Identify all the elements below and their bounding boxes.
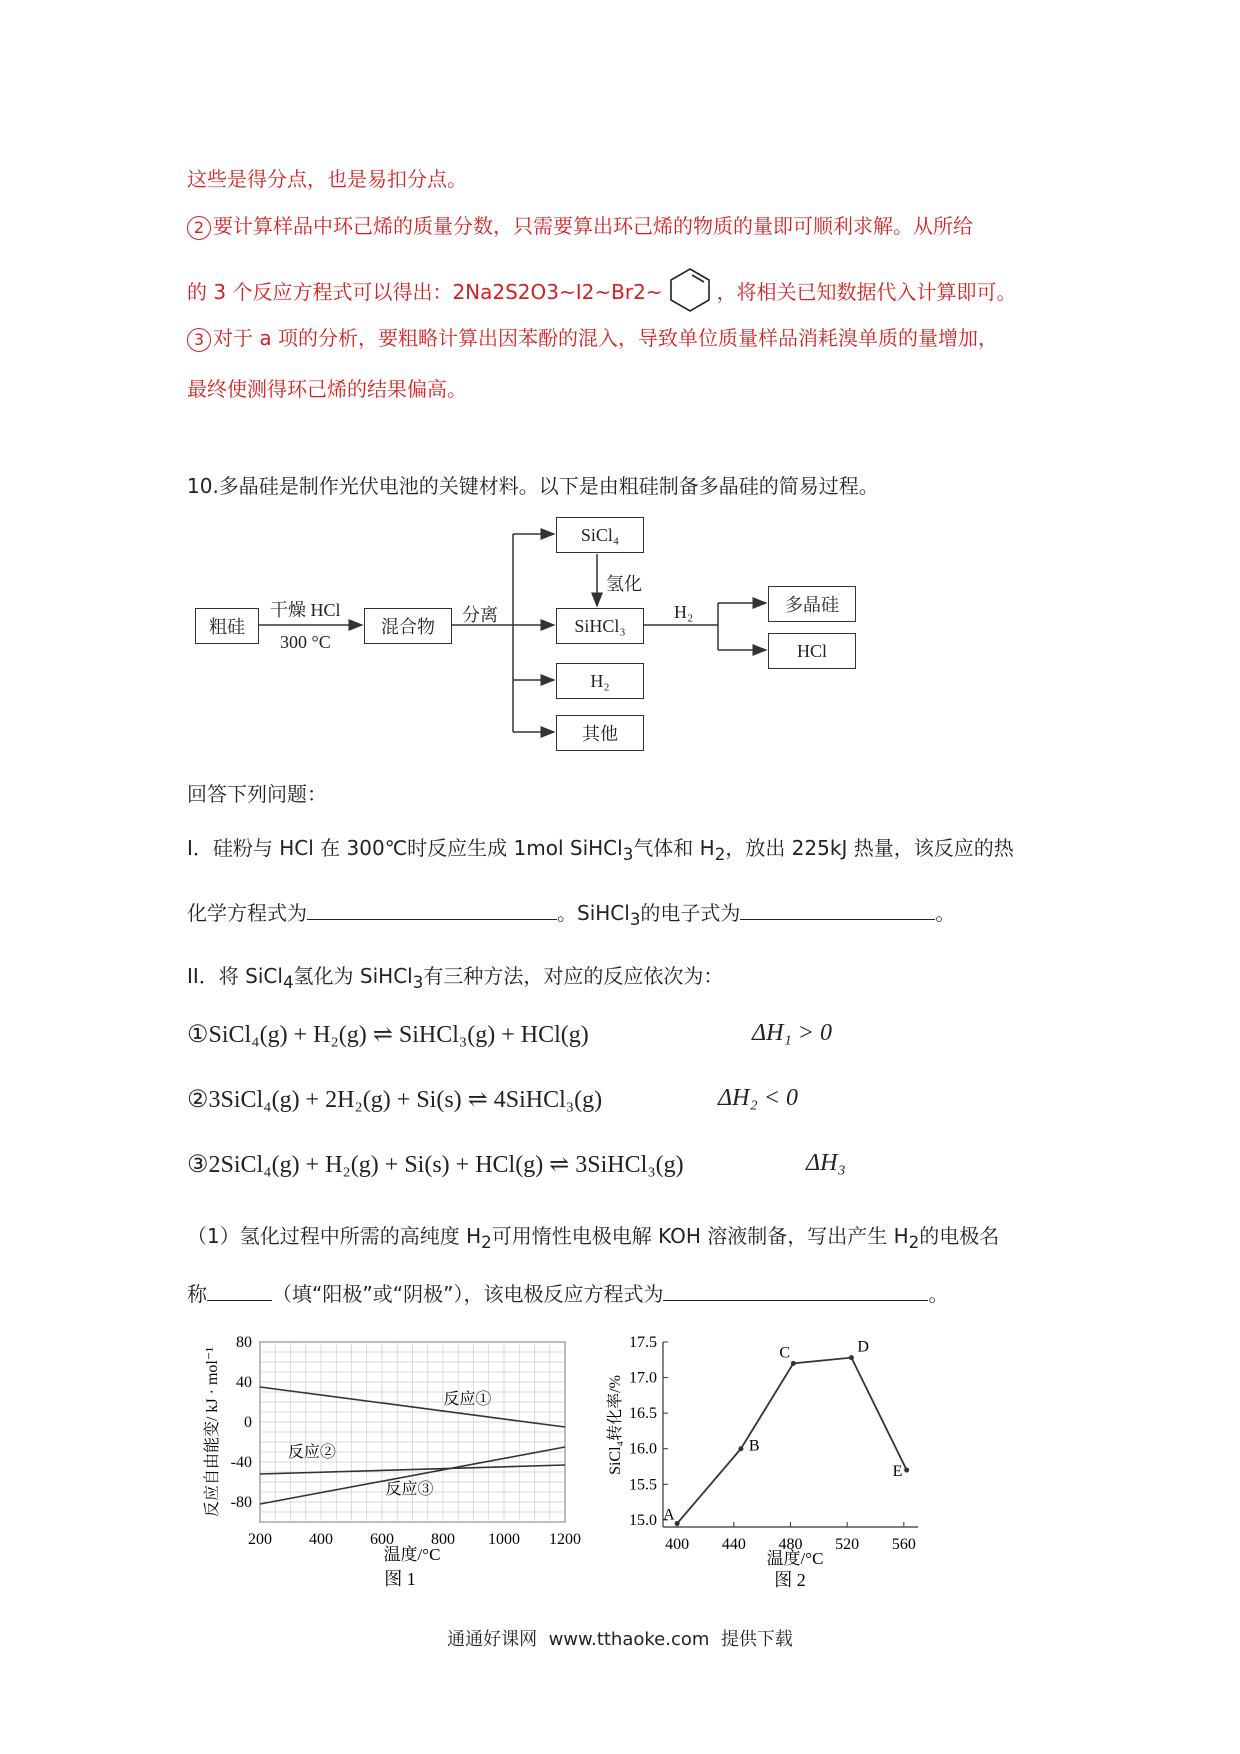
y-tick-label: 16.5	[629, 1405, 657, 1423]
part-i-text-g: 。	[935, 901, 956, 925]
y-axis-label: 反应自由能变/ kJ · mol⁻¹	[204, 1346, 221, 1518]
analysis-point-2-cont-post: ，将相关已知数据代入计算即可。	[716, 279, 1017, 304]
q1-text-e: （填“阳极”或“阴极”），该电极反应方程式为	[272, 1282, 664, 1306]
part-i-text-d: 化学方程式为	[187, 901, 307, 925]
part-ii-text-b: 氢化为 SiHCl	[293, 964, 413, 988]
point-label: A	[663, 1506, 675, 1524]
y-tick-label: 40	[236, 1374, 252, 1391]
answer-blank-electron-formula[interactable]	[740, 899, 935, 920]
box-other: 其他	[556, 715, 644, 751]
y-tick-label: -40	[230, 1454, 252, 1471]
analysis-point-2-text: 要计算样品中环己烯的质量分数，只需要算出环己烯的物质的量即可顺利求解。从所给	[213, 214, 973, 238]
part-i-text-c: ，放出 225kJ 热量，该反应的热	[725, 836, 1014, 860]
y-axis-label: SiCl₄转化率/%	[607, 1375, 624, 1475]
point-label: B	[748, 1437, 760, 1455]
q1-text-b: 可用惰性电极电解 KOH 溶液制备，写出产生 H	[491, 1224, 909, 1248]
x-tick-label: 440	[721, 1536, 746, 1553]
sub-question-1-cont	[187, 1278, 948, 1307]
x-tick-label: 400	[665, 1536, 690, 1553]
series-label: 反应①	[443, 1391, 492, 1408]
conversion-line	[677, 1358, 906, 1524]
part-i-line-2: 化学方程式为 。SiHCl$_3$的电子式为 。	[187, 901, 956, 929]
figure-1-caption: 图 1	[384, 1569, 416, 1589]
point-label: C	[779, 1344, 791, 1362]
part-i-line-1: I．硅粉与 HCl 在 300℃时反应生成 1mol SiHCl$_3$气体和 $H_2$，放出 225kJ 热量，该反应的热	[187, 836, 1014, 864]
analysis-point-2	[187, 210, 973, 240]
y-tick-label: 17.5	[629, 1334, 657, 1351]
x-tick-label: 400	[309, 1531, 333, 1548]
analysis-line-1: 这些是得分点，也是易扣分点。	[187, 167, 467, 191]
x-tick-label: 200	[248, 1531, 272, 1548]
circled-number: 2	[187, 216, 211, 240]
x-axis-label: 温度/°C	[766, 1549, 824, 1568]
y-tick-label: 80	[236, 1334, 252, 1351]
x-tick-label: 600	[370, 1531, 394, 1548]
series-label: 反应③	[385, 1481, 434, 1498]
part-i-text-a: I．硅粉与 HCl 在 300℃时反应生成 1mol SiHCl	[187, 836, 623, 860]
x-axis-label: 温度/°C	[383, 1545, 441, 1564]
data-point	[904, 1468, 909, 1473]
box-sihcl3: SiHCl₃	[556, 608, 644, 644]
question-title: 10.多晶硅是制作光伏电池的关键材料。以下是由粗硅制备多晶硅的简易过程。	[187, 474, 879, 498]
reaction-3: ③2SiCl₄(g) + H₂(g) + Si(s) + HCl(g) ⇌ 3SiHCl₃(g)	[187, 1152, 684, 1178]
q1-text-d: 称	[187, 1282, 207, 1306]
process-flow-diagram	[190, 510, 890, 755]
y-tick-label: 17.0	[629, 1369, 657, 1387]
part-i-text-f: 的电子式为	[640, 901, 741, 925]
part-ii-text-a: II．将 SiCl	[187, 964, 283, 988]
reaction-2-enthalpy: ΔH₂ < 0	[718, 1085, 798, 1111]
x-tick-label: 1000	[488, 1531, 520, 1548]
point-label: D	[857, 1338, 869, 1356]
analysis-point-3-text: 对于 a 项的分析，要粗略计算出因苯酚的混入，导致单位质量样品消耗溴单质的量增加，	[213, 326, 998, 350]
part-i-text-e: 。SiHCl	[557, 901, 630, 925]
y-tick-label: 0	[244, 1414, 252, 1431]
q1-text-a: （1）氢化过程中所需的高纯度 H	[187, 1224, 482, 1248]
part-ii-intro: II．将 SiCl$_4$氢化为 SiHCl$_3$有三种方法，对应的反应依次为：	[187, 964, 724, 992]
data-point	[791, 1361, 796, 1366]
y-tick-label: 16.0	[629, 1440, 657, 1458]
answer-blank-electrode-equation[interactable]	[663, 1280, 928, 1301]
analysis-point-2-cont-pre: 的 3 个反应方程式可以得出：2Na2S2O3~I2~Br2~	[187, 279, 663, 304]
y-tick-label: -80	[230, 1494, 252, 1511]
part-ii-text-c: 有三种方法，对应的反应依次为：	[423, 964, 724, 988]
data-point	[675, 1521, 680, 1526]
q1-text-c: 的电极名	[919, 1224, 1000, 1248]
series-label: 反应②	[287, 1444, 336, 1461]
reaction-3-enthalpy: ΔH₃	[806, 1150, 846, 1176]
figure-2-caption: 图 2	[774, 1570, 806, 1590]
label-h2-reagent: H₂	[674, 602, 694, 622]
reaction-2: ②3SiCl₄(g) + 2H₂(g) + Si(s) ⇌ 4SiHCl₃(g)	[187, 1087, 603, 1113]
box-hcl: HCl	[768, 633, 856, 669]
y-tick-label: 15.5	[629, 1476, 657, 1494]
box-mixture: 混合物	[364, 608, 452, 644]
answer-blank-thermo-equation[interactable]	[307, 899, 557, 920]
analysis-point-3-cont: 最终使测得环己烯的结果偏高。	[187, 377, 467, 401]
cyclohexene-structure-icon	[667, 266, 713, 314]
label-hydrogenation: 氢化	[606, 574, 642, 594]
box-polysilicon: 多晶硅	[768, 586, 856, 622]
data-point	[738, 1446, 743, 1451]
point-label: E	[892, 1463, 903, 1481]
cond-dry-hcl: 干燥 HCl	[270, 600, 341, 620]
x-tick-label: 560	[891, 1536, 916, 1553]
reaction-1-enthalpy: ΔH₁ > 0	[752, 1020, 832, 1046]
x-tick-label: 480	[778, 1536, 803, 1553]
reaction-1: ①SiCl₄(g) + H₂(g) ⇌ SiHCl₃(g) + HCl(g)	[187, 1022, 589, 1048]
x-tick-label: 520	[835, 1536, 860, 1553]
label-separate: 分离	[462, 605, 498, 625]
analysis-point-2-cont	[187, 266, 1017, 314]
answer-blank-electrode-name[interactable]	[207, 1280, 272, 1301]
box-h2: H₂	[556, 663, 644, 699]
part-i-text-b: 气体和 H	[633, 836, 715, 860]
data-point	[849, 1355, 854, 1360]
footer-source: 通通好课网 www.tthaoke.com 提供下载	[447, 1629, 793, 1650]
box-sicl4: SiCl₄	[556, 517, 644, 553]
answer-prompt: 回答下列问题：	[187, 782, 327, 806]
analysis-point-3	[187, 322, 998, 352]
box-crude-silicon: 粗硅	[195, 608, 259, 644]
y-tick-label: 15.0	[629, 1511, 657, 1529]
figure-1-free-energy-chart	[195, 1330, 595, 1600]
x-tick-label: 800	[431, 1531, 455, 1548]
cond-temperature: 300 °C	[280, 632, 331, 652]
x-tick-label: 1200	[549, 1531, 581, 1548]
circled-number: 3	[187, 328, 211, 352]
q1-text-f: 。	[928, 1282, 949, 1306]
figure-2-conversion-chart	[600, 1330, 920, 1600]
sub-question-1: （1）氢化过程中所需的高纯度 $H_2$可用惰性电极电解 KOH 溶液制备，写出产生 $H_2$的电极名	[187, 1224, 1000, 1252]
